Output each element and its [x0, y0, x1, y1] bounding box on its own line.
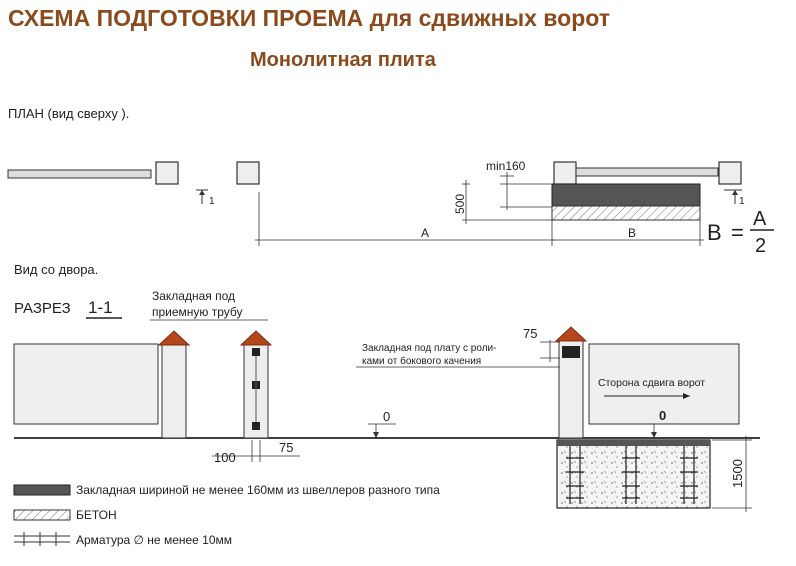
plan-label: ПЛАН (вид сверху ). [8, 106, 130, 121]
formula-den: 2 [755, 235, 767, 257]
embed-pipe-line1: Закладная под [152, 289, 236, 303]
formula-b: B [707, 220, 722, 245]
post-left-cap [159, 331, 189, 345]
legend-embed-swatch [14, 485, 70, 495]
plan-gate-leaf [576, 168, 718, 176]
plan-post-gate-left [237, 162, 259, 184]
embed-roller-line1: Закладная под плату с роли- [362, 343, 497, 354]
section-label: РАЗРЕЗ [14, 300, 71, 317]
dim-min160: min160 [486, 159, 526, 173]
legend-concrete-swatch [14, 510, 70, 520]
plan-view [8, 159, 774, 257]
section-view [14, 289, 760, 512]
scheme-subtitle: Монолитная плита [250, 49, 436, 71]
dim-75-bottom: 75 [279, 440, 294, 455]
post-gate-right-cap [556, 327, 586, 341]
yard-label: Вид со двора. [14, 262, 99, 277]
embed-roller-line2: ками от бокового качения [362, 356, 482, 367]
dim-b: B [628, 226, 637, 240]
embed-pipe-top [252, 348, 260, 356]
plan-post-left [156, 162, 178, 184]
post-gate-left-cap [241, 331, 271, 345]
embed-pipe-bottom [252, 422, 260, 430]
plan-concrete [552, 206, 700, 220]
plan-embed-channel [552, 184, 700, 206]
fence-panel-left [14, 344, 158, 424]
dim-a: A [421, 226, 430, 240]
embed-roller-plate [562, 346, 580, 358]
dim-1500: 1500 [730, 459, 745, 488]
dim-100: 100 [214, 450, 236, 465]
section-number: 1-1 [88, 298, 113, 317]
embed-pipe-line2: приемную трубу [152, 305, 243, 319]
legend [14, 483, 440, 547]
level-0-right: 0 [659, 408, 667, 423]
foundation-embed-channel [557, 440, 710, 446]
section-marker-left-label: 1 [209, 196, 215, 207]
legend-embed-text: Закладная шириной не менее 160мм из швеллеров разного типа [76, 483, 440, 497]
legend-concrete-text: БЕТОН [76, 508, 117, 522]
formula-num: A [753, 208, 767, 230]
section-marker-right-label: 1 [739, 196, 745, 207]
legend-rebar-text: Арматура ∅ не менее 10мм [76, 533, 233, 547]
slide-side-label: Сторона сдвига ворот [598, 377, 706, 389]
plan-post-gate-right [554, 162, 576, 184]
dim-75-top: 75 [523, 326, 538, 341]
formula-eq: = [731, 220, 744, 245]
dim-500: 500 [453, 193, 467, 214]
post-left [162, 345, 186, 438]
scheme-title: СХЕМА ПОДГОТОВКИ ПРОЕМА для сдвижных ворот [8, 5, 610, 31]
legend-rebar-swatch [14, 532, 70, 546]
level-0-left: 0 [383, 409, 391, 424]
plan-post-right [719, 162, 741, 184]
plan-fence-left [8, 170, 151, 178]
